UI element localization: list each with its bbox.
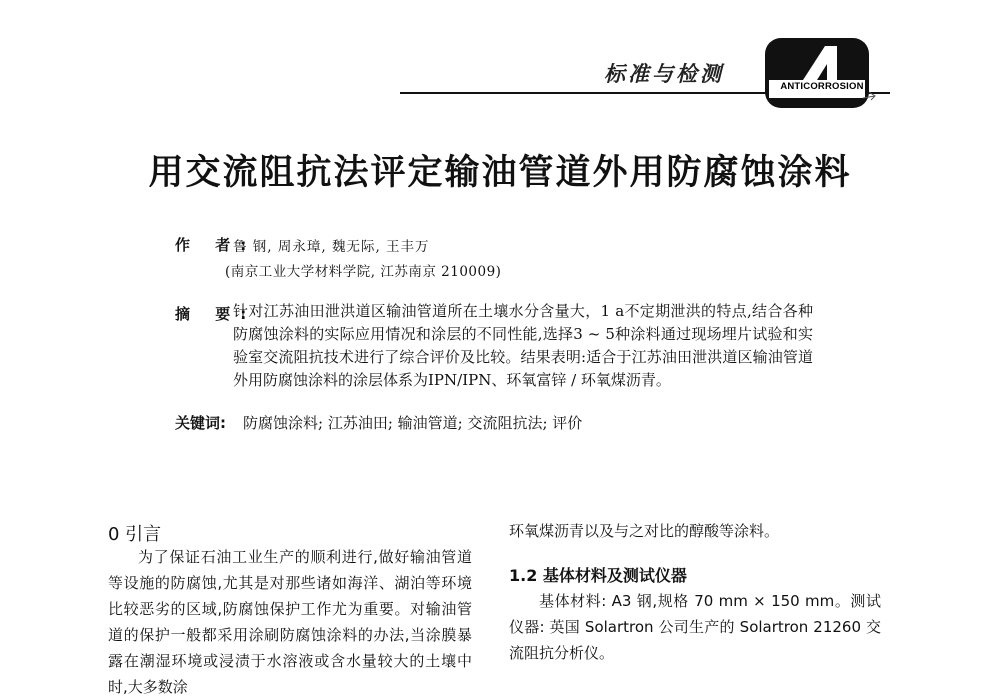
abstract-label: 摘 要:: [175, 305, 257, 323]
abstract-text: 针对江苏油田泄洪道区输油管道所在土壤水分含量大，1 a不定期泄洪的特点,结合各种防腐蚀涂料的实际应用情况和涂层的不同性能,选择3 ~ 5种涂料通过现场埋片试验和实验室交流阻抗技术进行了综合评价及比较。结果表明:适合于江苏油田泄洪道区输油管道外用防腐蚀涂料的涂层体系为IPN/IPN、环氧富锌 / 环氧煤沥青。: [233, 302, 813, 389]
keywords-label: 关键词:: [175, 414, 226, 432]
authors-label: 作 者:: [175, 236, 257, 254]
column-continuation-text: 环氧煤沥青以及与之对比的醇酸等涂料。: [509, 522, 780, 540]
logo-mark-icon: [763, 36, 879, 114]
journal-section-label: 标准与检测: [604, 62, 724, 86]
intro-text: 为了保证石油工业生产的顺利进行,做好输油管道等设施的防腐蚀,尤其是对那些诸如海洋、湖泊等环境比较恶劣的区域,防腐蚀保护工作尤为重要。对输油管道的保护一般都采用涂刷防腐蚀涂料的办法,当涂膜暴露在潮湿环境或浸渍于水溶液或含水量较大的土壤中时,大多数涂: [108, 548, 472, 696]
section-1-2-paragraph: [509, 588, 881, 666]
intro-paragraph: [108, 544, 472, 700]
article-title: 用交流阻抗法评定输油管道外用防腐蚀涂料: [148, 153, 852, 193]
affiliation: (南京工业大学材料学院, 江苏南京 210009): [225, 264, 502, 280]
logo-text: ANTICORROSION: [780, 81, 864, 92]
authors-list: 鲁 钢, 周永璋, 魏无际, 王丰万: [233, 239, 430, 255]
intro-heading: 0 引言: [108, 524, 162, 545]
section-1-2-heading: 1.2 基体材料及测试仪器: [509, 566, 687, 585]
section-1-2-text: 基体材料: A3 钢,规格 70 mm × 150 mm。测试仪器: 英国 Solartron 公司生产的 Solartron 21260 交流阻抗分析仪。: [509, 592, 881, 662]
anticorrosion-logo: [763, 36, 879, 114]
keywords-text: 防腐蚀涂料; 江苏油田; 输油管道; 交流阻抗法; 评价: [243, 414, 583, 432]
